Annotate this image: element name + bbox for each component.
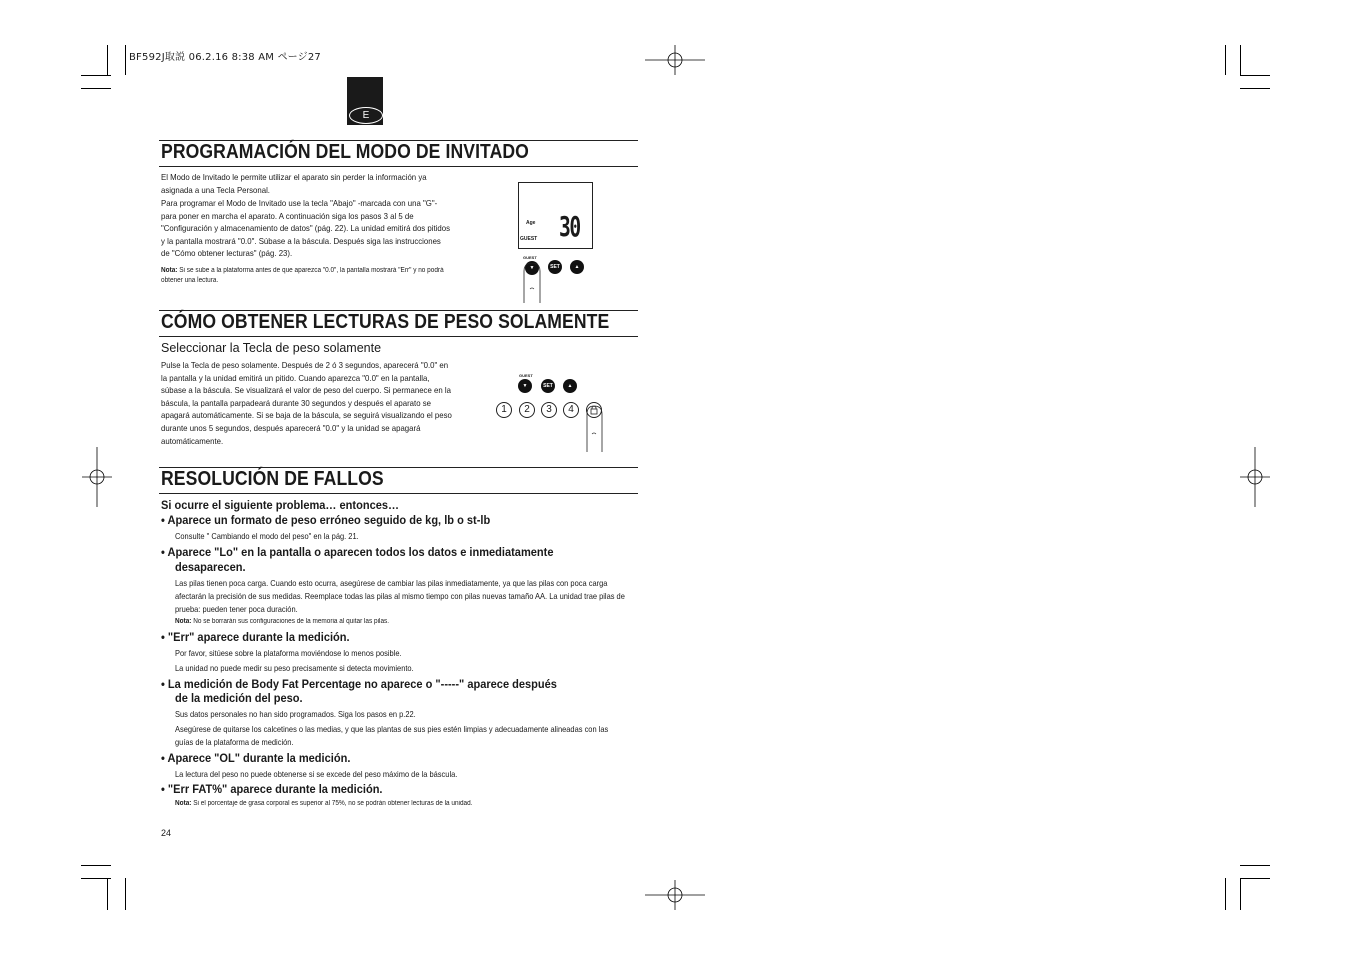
crop-mark: [1225, 878, 1226, 910]
trouble-item-5-text: La lectura del peso no puede obtenerse si se excede del peso máximo de la báscula.: [175, 769, 458, 779]
crop-mark: [1240, 878, 1241, 910]
set-key: SET: [548, 260, 562, 274]
trouble-item-2-nota: [175, 617, 617, 627]
trouble-item-4-text-1: Sus datos personales no han sido programados. Siga los pasos en p.22.: [175, 709, 416, 719]
trouble-item-2-text: Las pilas tienen poca carga. Cuando esto ocurra, asegúrese de cambiar las pilas inmediatamente, ya que las pilas con poca carga afectarán la precisión de sus medidas. Reemplace todas las pilas al mismo tiempo con pilas nuevas tamaño AA. La unidad trae pilas de prueba: pueden tener poca duración.: [175, 578, 625, 614]
trouble-item-6: • "Err FAT%" aparece durante la medición.: [161, 782, 383, 796]
lcd-value: 30: [559, 210, 580, 243]
nota-text: Si el porcentaje de grasa corporal es superior al 75%, no se podrán obtener lecturas de la unidad.: [193, 800, 473, 807]
guest-down-key: ▼: [525, 261, 539, 275]
section-title-weight: CÓMO OBTENER LECTURAS DE PESO SOLAMENTE: [161, 311, 610, 333]
guest-down-key: ▼: [518, 379, 532, 393]
guest-key-label: GUEST: [519, 373, 533, 378]
nota-label: Nota:: [175, 618, 192, 625]
trouble-item-3-text-1: Por favor, sitúese sobre la plataforma moviéndose lo menos posible.: [175, 648, 402, 658]
section-rule: [159, 493, 638, 494]
set-key: SET: [541, 379, 555, 393]
crop-mark: [1240, 865, 1270, 866]
trouble-item-1: • Aparece un formato de peso erróneo seguido de kg, lb o st-lb: [161, 513, 491, 527]
crop-mark: [1240, 88, 1270, 89]
trouble-item-4-cont: de la medición del peso.: [175, 691, 303, 705]
nota-label: Nota:: [175, 800, 192, 807]
crop-mark: [1240, 75, 1270, 76]
crop-mark: [81, 75, 111, 76]
user-key-1: 1: [496, 402, 512, 418]
guest-key-label: GUEST: [523, 255, 537, 260]
page-number: 24: [161, 828, 172, 838]
lcd-guest-label: GUEST: [520, 236, 538, 242]
finger-icon: [584, 404, 608, 452]
user-key-2: 2: [519, 402, 535, 418]
nota-label: Nota:: [161, 267, 178, 274]
crop-mark: [125, 878, 126, 910]
guest-nota: [161, 266, 455, 286]
up-key: ▲: [563, 379, 577, 393]
registration-mark-bottom: [645, 880, 705, 910]
crop-mark: [1240, 878, 1270, 879]
section-rule: [159, 166, 638, 167]
guest-para-1: El Modo de Invitado le permite utilizar el aparato sin perder la información ya asignada a una Tecla Personal.: [161, 172, 427, 195]
crop-mark: [81, 865, 111, 866]
crop-mark: [107, 878, 108, 910]
user-key-3: 3: [541, 402, 557, 418]
print-header: BF592J取説 06.2.16 8:38 AM ページ27: [129, 52, 321, 63]
nota-text: Si se sube a la plataforma antes de que aparezca "0.0", la pantalla mostrará "Err" y no podrá obtener una lectura.: [161, 267, 444, 284]
trouble-item-2-cont: desaparecen.: [175, 560, 246, 574]
language-tab-label: E: [349, 107, 383, 124]
crop-mark: [1225, 45, 1226, 75]
lcd-display: [518, 182, 593, 249]
registration-mark-right: [1240, 447, 1270, 507]
crop-mark: [1240, 45, 1241, 75]
crop-mark: [107, 45, 108, 75]
weight-para: Pulse la Tecla de peso solamente. Después de 2 ó 3 segundos, aparecerá "0.0" en la pantalla y la unidad emitirá un pitido. Cuando aparezca "0.0" en la pantalla, súbase a la báscula. Se visualizará el valor de peso del cuerpo. Si permanece en la báscula, la pantalla parpadeará durante 30 segundos y después el aparato se apagará automáticamente. Si se baja de la báscula, se seguirá visualizando el peso durante unos 5 segundos, después aparecerá "0.0" y la unidad se apagará automáticamente.: [161, 360, 452, 446]
section-title-guest: PROGRAMACIÓN DEL MODO DE INVITADO: [161, 141, 529, 163]
trouble-item-5: • Aparece "OL" durante la medición.: [161, 751, 351, 765]
trouble-item-4: • La medición de Body Fat Percentage no aparece o "-----" aparece después: [161, 677, 557, 691]
registration-mark-top: [645, 45, 705, 75]
nota-text: No se borrarán sus configuraciones de la memoria al quitar las pilas.: [193, 618, 390, 625]
trouble-item-3-text-2: La unidad no puede medir su peso precisamente si detecta movimiento.: [175, 663, 414, 673]
trouble-item-2: • Aparece "Lo" en la pantalla o aparecen todos los datos e inmediatamente: [161, 545, 554, 559]
up-key: ▲: [570, 260, 584, 274]
user-key-4: 4: [563, 402, 579, 418]
lcd-age-label: Age: [526, 220, 536, 226]
trouble-item-6-nota: [175, 799, 617, 809]
registration-mark-left: [82, 447, 112, 507]
finger-icon: [522, 263, 546, 303]
section-rule: [159, 336, 638, 337]
section-title-trouble: RESOLUCIÓN DE FALLOS: [161, 468, 384, 490]
trouble-intro: Si ocurre el siguiente problema… entonces…: [161, 498, 400, 512]
trouble-item-4-text-2: Asegúrese de quitarse los calcetines o las medias, y que las plantas de sus pies estén limpias y adecuadamente alineadas con las guías de la plataforma de medición.: [175, 724, 609, 747]
trouble-item-1-text: Consulte " Cambiando el modo del peso" en la pág. 21.: [175, 531, 359, 541]
weight-subtitle: Seleccionar la Tecla de peso solamente: [161, 341, 382, 355]
guest-para-2: Para programar el Modo de Invitado use la tecla "Abajo" -marcada con una "G"- para poner en marcha el aparato. A continuación siga los pasos 3 al 5 de "Configuración y almacenamiento de datos" (pág. 22). La unidad emitirá dos pitidos y la pantalla mostrará "0.0". Súbase a la báscula. Después siga las instrucciones de "Cómo obtener lecturas" (pág. 23).: [161, 198, 450, 259]
crop-mark: [81, 878, 111, 879]
trouble-item-3: • "Err" aparece durante la medición.: [161, 630, 350, 644]
crop-mark: [125, 45, 126, 75]
crop-mark: [81, 88, 111, 89]
